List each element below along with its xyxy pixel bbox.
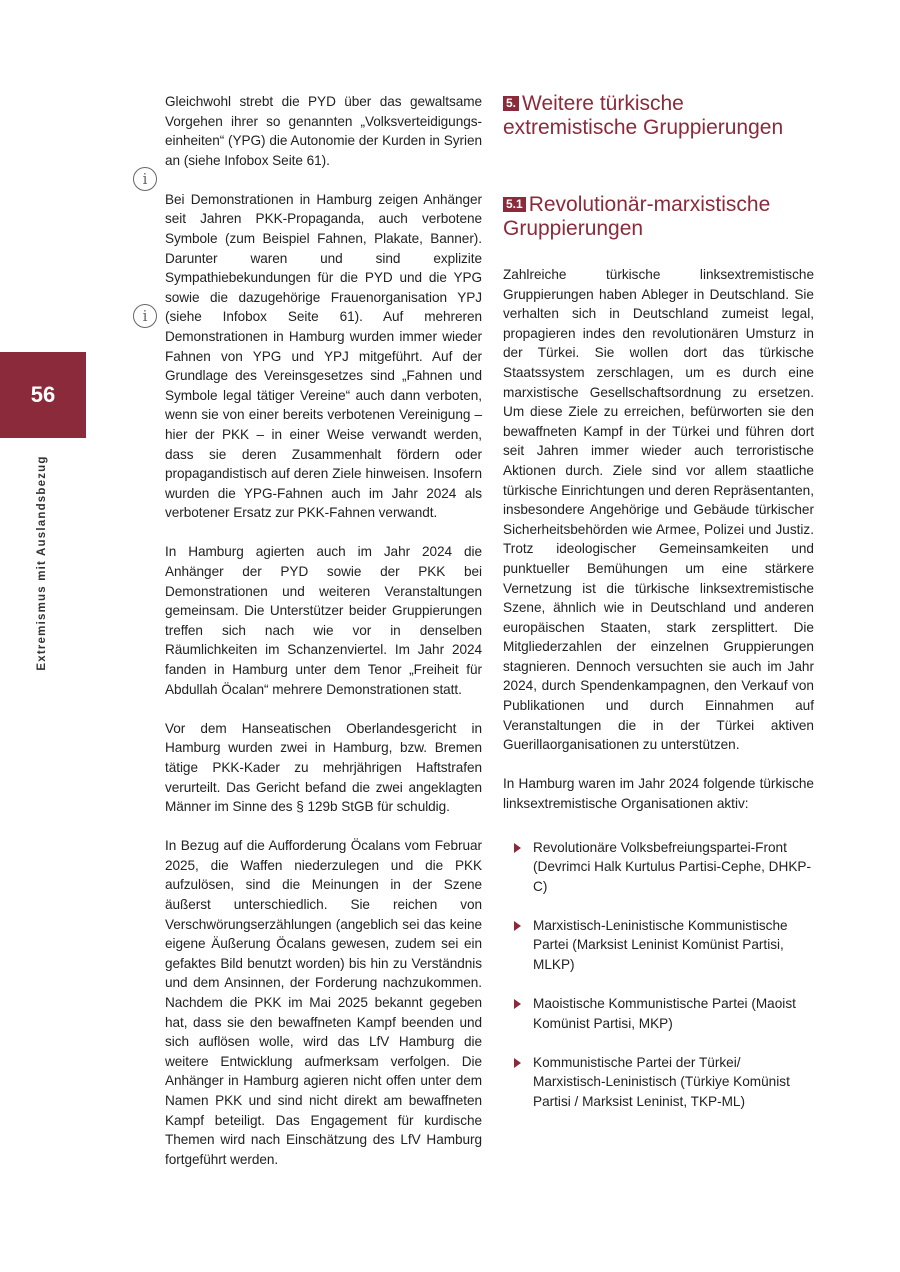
triangle-bullet-icon: [514, 999, 521, 1009]
organization-list: [503, 838, 814, 1112]
section-title: Weitere türkische extremistische Gruppierungen: [503, 92, 784, 139]
list-item: [503, 994, 814, 1033]
triangle-bullet-icon: [514, 921, 521, 931]
left-column: [165, 92, 482, 1189]
paragraph: Gleichwohl strebt die PYD über das gewaltsame Vorgehen ihrer so genannten „Volksverteidigungseinheiten“ (YPG) die Autonomie der Kurden in Syrien an (siehe Infobox Seite 61).: [165, 94, 482, 168]
subsection-heading: [503, 193, 814, 241]
list-item: [503, 916, 814, 975]
list-item-text: Marxistisch-Leninistische Kommunistische Partei (Marksist Leninist Komünist Partisi, MLKP): [533, 917, 788, 972]
subsection-title: Revolutionär-marxistische Gruppierungen: [503, 193, 771, 240]
list-item: [503, 1053, 814, 1112]
paragraph: Zahlreiche türkische linksextremistische Gruppierungen haben Ableger in Deutschland. Sie verhalten sich in Deutschland zumeist legal, propagieren indes den revolutionären Umsturz in der Türkei. Sie wollen dort das türkische Staatssystem zerschlagen, um es durch eine marxistische Gesellschaftsordnung zu ersetzen. Um diese Ziele zu erreichen, befürworten sie den bewaffneten Kampf in der Türkei und führen dort seit Jahren immer wieder auch terroristische Aktionen durch. Ziele sind vor allem staatliche türkische Einrichtungen und deren Repräsentanten, insbesondere Angehörige und Gebäude türkischer Sicherheitsbehörden wie Armee, Polizei und Justiz. Trotz ideologischer Gemeinsamkeiten und punktueller Bemühungen um eine stärkere Vernetzung ist die türkische linksextremistische Szene, ähnlich wie in Deutschland und anderen europäischen Staaten, stark zersplittert. Die Mitgliederzahlen der einzelnen Gruppierungen stagnieren. Dennoch versuchten sie auch im Jahr 2024, durch Spendenkampagnen, den Verkauf von Publikationen und durch Einnahmen auf Veranstaltungen die in der Türkei aktiven Guerillaorganisationen zu unterstützen.: [503, 267, 814, 753]
page-number: 56: [0, 352, 86, 438]
section-number: 5.: [503, 96, 519, 111]
triangle-bullet-icon: [514, 843, 521, 853]
info-icon: i: [133, 304, 157, 328]
paragraph: In Bezug auf die Aufforderung Öcalans vom Februar 2025, die Waffen niederzulegen und die PKK aufzulösen, sind die Meinungen in der Szene äußerst unterschiedlich. Sie reichen von Verschwörungserzählungen (angeblich sei das keine eigene Äußerung Öcalans gewesen, zudem sei ein gefaktes Bild benutzt worden) bis hin zu Verständnis und dem Ansinnen, der Forderung nachzukommen. Nachdem die PKK im Mai 2025 bekannt gegeben hat, dass sie den bewaffneten Kampf beenden und sich auflösen wolle, wird das LfV Hamburg die weitere Entwicklung aufmerksam verfolgen. Die Anhänger in Hamburg agieren nicht offen unter dem Namen PKK und sind nicht direkt am bewaffneten Kampf beteiligt. Das Engagement für kurdische Themen wird nach Einschätzung des LfV Hamburg fortgeführt werden.: [165, 838, 482, 1167]
list-item-text: Kommunistische Partei der Türkei/ Marxistisch-Leninistisch (Türkiye Komünist Partisi / Marksist Leninist, TKP-ML): [533, 1054, 790, 1109]
paragraph: Bei Demonstrationen in Hamburg zeigen Anhänger seit Jahren PKK-Propaganda, auch verbotene Symbole (zum Beispiel Fahnen, Plakate, Banner). Darunter waren und sind explizite Sympathiebekundungen für die PYD und die YPG sowie die dazugehörige Frauenorganisation YPJ (siehe Infobox Seite 61). Auf mehreren Demonstrationen in Hamburg wurden immer wieder Fahnen von YPG und YPJ mitgeführt. Auf der Grundlage des Vereinsgesetzes sind „Fahnen und Symbole legal tätiger Vereine“ auch dann verboten, wenn sie von einer bereits verbotenen Vereinigung – hier der PKK – in einer Weise verwandt werden, dass sie deren Zusammenhalt fördern oder propagandistisch auf deren Ziele hinweisen. Insofern wurden die YPG-Fahnen auch im Jahr 2024 als verbotener Ersatz zur PKK-Fahnen verwandt.: [165, 191, 482, 521]
info-icon: i: [133, 167, 157, 191]
subsection-number: 5.1: [503, 197, 526, 212]
paragraph: In Hamburg waren im Jahr 2024 folgende türkische linksextremistische Organisationen aktiv:: [503, 776, 814, 811]
right-column: [503, 92, 814, 1131]
triangle-bullet-icon: [514, 1058, 521, 1068]
chapter-side-label: Extremismus mit Auslandsbezug: [36, 455, 48, 671]
list-item-text: Revolutionäre Volksbefreiungspartei-Front (Devrimci Halk Kurtulus Partisi-Cephe, DHKP-C): [533, 839, 811, 894]
section-heading: [503, 92, 814, 140]
list-item: [503, 838, 814, 897]
paragraph: In Hamburg agierten auch im Jahr 2024 die Anhänger der PYD sowie der PKK bei Demonstrationen und weiteren Veranstaltungen gemeinsam. Die Unterstützer beider Gruppierungen treffen sich nach wie vor in denselben Räumlichkeiten im Schanzenviertel. Im Jahr 2024 fanden in Hamburg unter dem Tenor „Freiheit für Abdullah Öcalan“ mehrere Demonstrationen statt.: [165, 544, 482, 697]
list-item-text: Maoistische Kommunistische Partei (Maoist Komünist Partisi, MKP): [533, 996, 796, 1031]
paragraph: Vor dem Hanseatischen Oberlandesgericht in Hamburg wurden zwei in Hamburg, bzw. Bremen tätige PKK-Kader zu mehrjährigen Haftstrafen verurteilt. Das Gericht befand die zwei angeklagten Männer im Sinne des § 129b StGB für schuldig.: [165, 720, 482, 815]
